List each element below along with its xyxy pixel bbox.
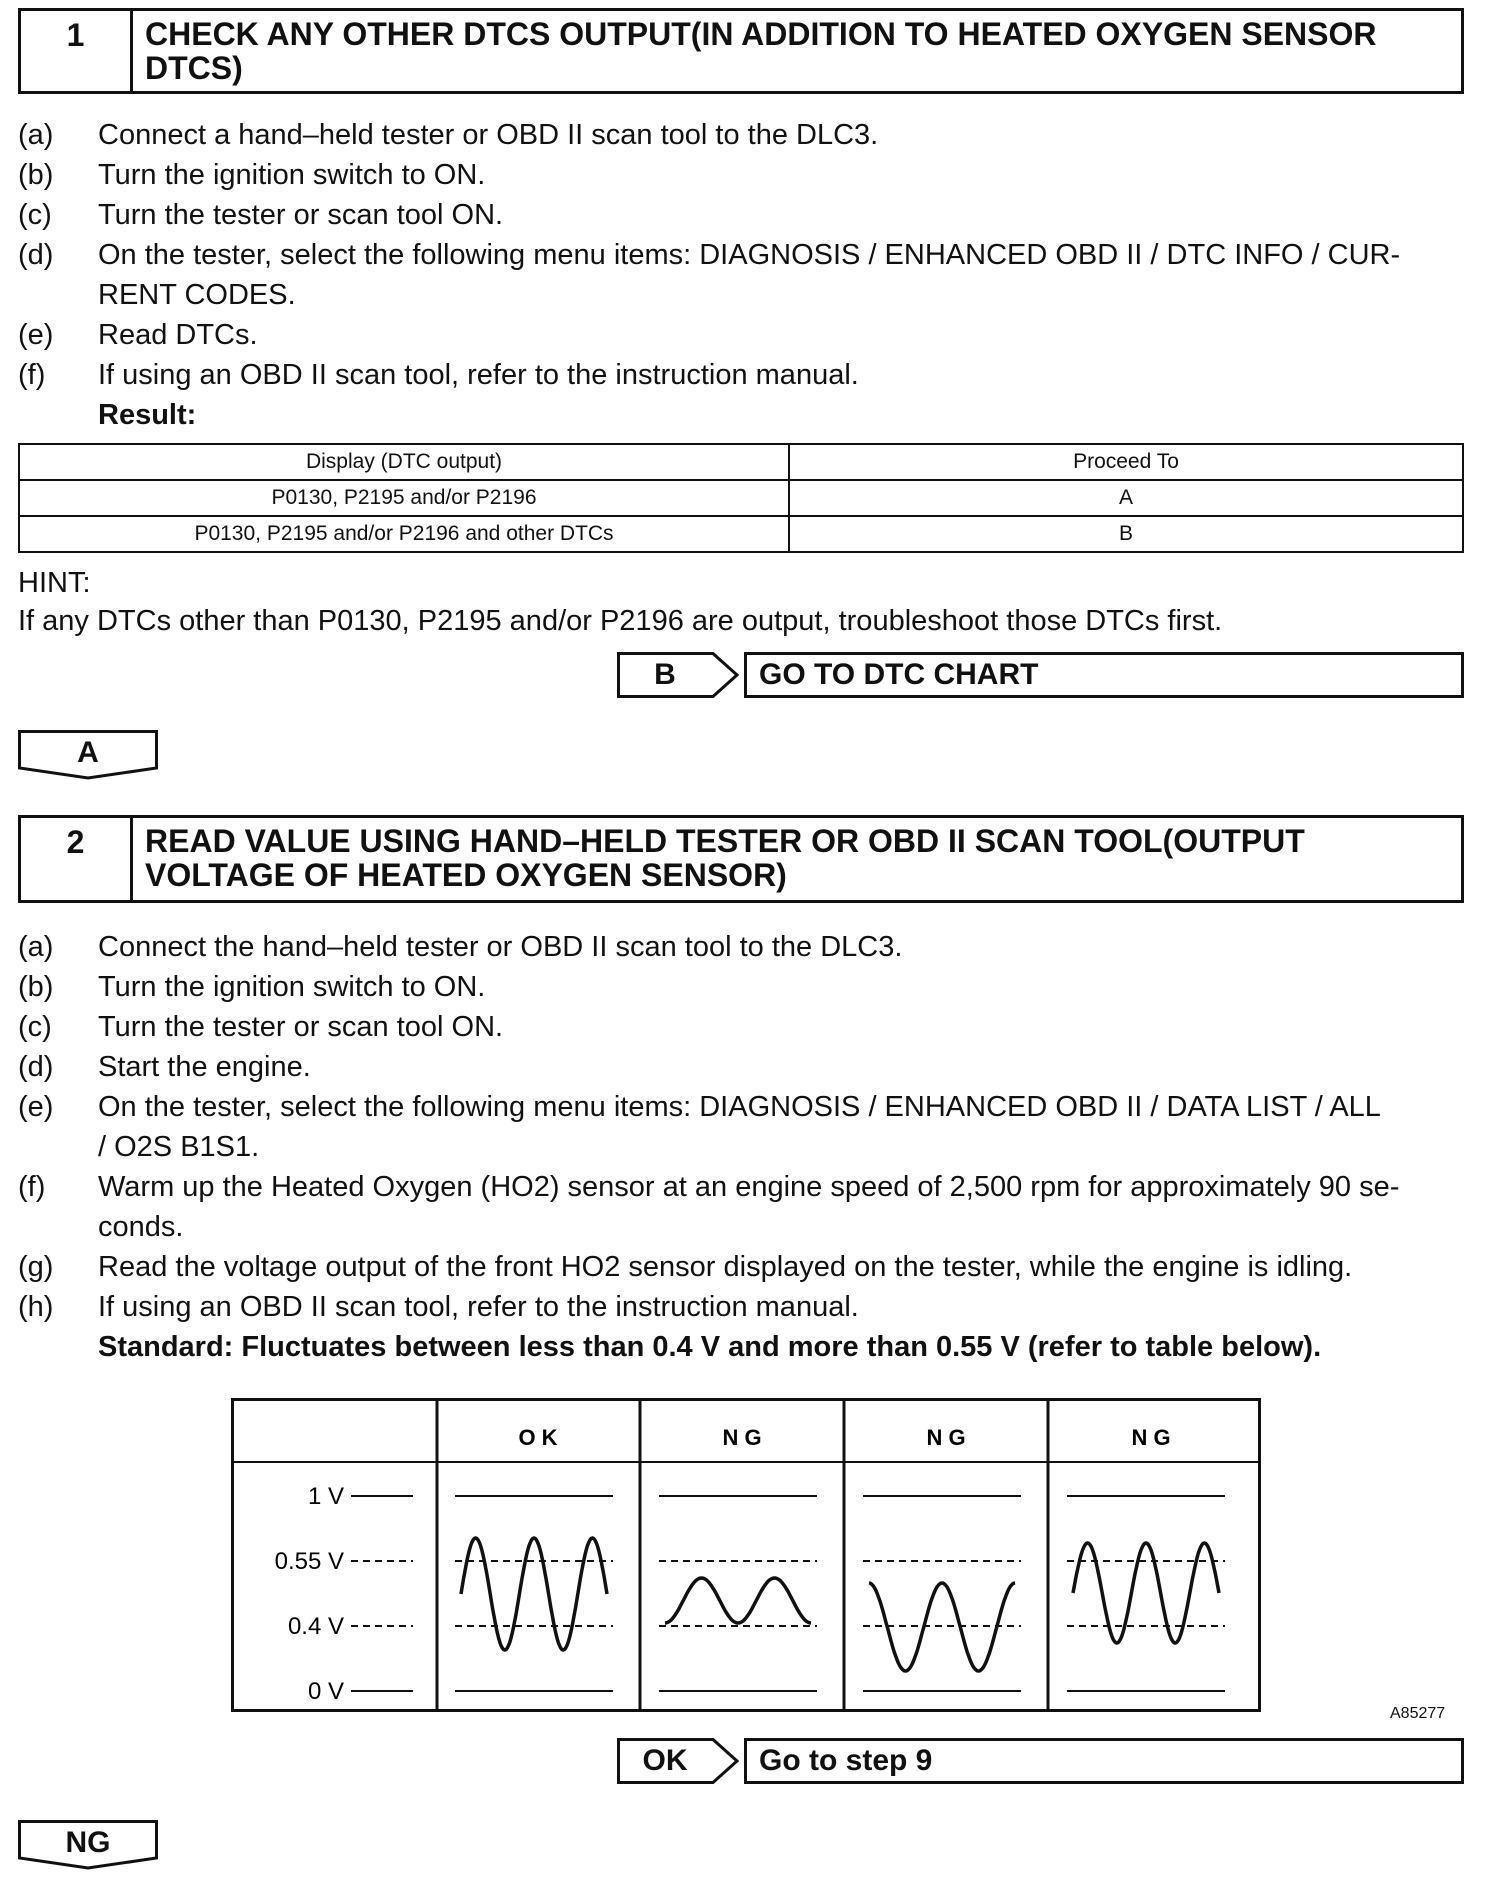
table-cell: P0130, P2195 and/or P2196 [19, 480, 789, 516]
procedure-item [18, 115, 1468, 155]
procedure-text: Read the voltage output of the front HO2 sensor displayed on the tester, while the engine is idling. [98, 1251, 1353, 1283]
procedure-item [18, 195, 1468, 235]
procedure-text: Connect a hand–held tester or OBD II scan tool to the DLC3. [98, 119, 879, 151]
procedure-letter [18, 1127, 98, 1167]
step-1-procedure [18, 115, 1468, 395]
procedure-item [18, 315, 1468, 355]
procedure-item [18, 275, 1468, 315]
procedure-text: Turn the tester or scan tool ON. [98, 199, 504, 231]
procedure-letter: (c) [18, 1011, 52, 1043]
procedure-letter: (a) [18, 931, 54, 963]
procedure-item [18, 355, 1468, 395]
hint-text: If any DTCs other than P0130, P2195 and/or P2196 are output, troubleshoot those DTCs first. [18, 605, 1223, 637]
figure-id: A85277 [1390, 1705, 1446, 1722]
column-label-ng: N G [926, 1425, 966, 1450]
procedure-text: If using an OBD II scan tool, refer to the instruction manual. [98, 359, 859, 391]
procedure-text: Start the engine. [98, 1051, 311, 1083]
voltage-label-055v: 0.55 V [274, 1548, 344, 1575]
standard-text: Standard: Fluctuates between less than 0.4 V and more than 0.55 V (refer to table below). [98, 1331, 1322, 1363]
result-label-row [18, 395, 1468, 435]
procedure-letter: (a) [18, 119, 54, 151]
procedure-item [18, 927, 1468, 967]
procedure-item [18, 1167, 1468, 1207]
voltage-label-0v: 0 V [307, 1678, 344, 1705]
table-header-row [19, 444, 1463, 480]
procedure-letter: (g) [18, 1251, 54, 1283]
branch-letter: B [654, 658, 676, 691]
column-label-ng: N G [722, 1425, 762, 1450]
voltage-waveform-figure [231, 1398, 1261, 1712]
procedure-text: / O2S B1S1. [98, 1131, 260, 1163]
procedure-letter: (c) [18, 199, 52, 231]
table-row [19, 516, 1463, 552]
procedure-text: Warm up the Heated Oxygen (HO2) sensor at an engine speed of 2,500 rpm for approximately 90 se- [98, 1171, 1400, 1203]
voltage-label-1v: 1 V [307, 1483, 344, 1510]
procedure-item [18, 1087, 1468, 1127]
branch-target-step-9[interactable]: Go to step 9 [744, 1738, 1464, 1784]
step-number: 2 [21, 818, 133, 900]
result-label: Result: [98, 399, 197, 431]
table-cell: B [789, 516, 1463, 552]
procedure-text: RENT CODES. [98, 279, 296, 311]
procedure-letter: (d) [18, 239, 54, 271]
procedure-text: If using an OBD II scan tool, refer to the instruction manual. [98, 1291, 859, 1323]
procedure-text: Turn the ignition switch to ON. [98, 159, 486, 191]
procedure-item [18, 1247, 1468, 1287]
branch-target-dtc-chart[interactable]: GO TO DTC CHART [744, 652, 1464, 698]
procedure-item [18, 1207, 1468, 1247]
procedure-item [18, 1287, 1468, 1327]
step-number: 1 [21, 11, 133, 91]
procedure-text: Turn the tester or scan tool ON. [98, 1011, 504, 1043]
procedure-letter: (h) [18, 1291, 54, 1323]
column-label-ok: O K [518, 1425, 558, 1450]
procedure-text: Connect the hand–held tester or OBD II scan tool to the DLC3. [98, 931, 903, 963]
branch-ok-button[interactable] [617, 1738, 739, 1784]
continue-label: A [77, 736, 99, 769]
result-table [18, 443, 1464, 553]
procedure-text: Turn the ignition switch to ON. [98, 971, 486, 1003]
procedure-letter: (b) [18, 159, 54, 191]
procedure-letter: (d) [18, 1051, 54, 1083]
procedure-text: On the tester, select the following menu items: DIAGNOSIS / ENHANCED OBD II / DTC INFO / CUR- [98, 239, 1401, 271]
continue-label: NG [65, 1826, 111, 1859]
procedure-letter: (b) [18, 971, 54, 1003]
step-2-procedure [18, 927, 1468, 1327]
continue-a-tab[interactable] [18, 730, 158, 780]
procedure-text: Read DTCs. [98, 319, 258, 351]
step-title: CHECK ANY OTHER DTCS OUTPUT(IN ADDITION TO HEATED OXYGEN SENSOR DTCS) [145, 16, 1377, 86]
table-row [19, 480, 1463, 516]
procedure-item [18, 155, 1468, 195]
column-label-ng: N G [1131, 1425, 1171, 1450]
procedure-item [18, 1007, 1468, 1047]
table-header: Display (DTC output) [19, 444, 789, 480]
voltage-label-04v: 0.4 V [287, 1613, 344, 1640]
procedure-text: conds. [98, 1211, 184, 1243]
procedure-item [18, 967, 1468, 1007]
continue-ng-tab[interactable] [18, 1820, 158, 1870]
procedure-letter [18, 1207, 98, 1247]
procedure-item [18, 1047, 1468, 1087]
procedure-text: On the tester, select the following menu items: DIAGNOSIS / ENHANCED OBD II / DATA LIST / ALL [98, 1091, 1381, 1123]
step-title: READ VALUE USING HAND–HELD TESTER OR OBD II SCAN TOOL(OUTPUT VOLTAGE OF HEATED OXYGEN SENSOR) [145, 823, 1305, 893]
procedure-item [18, 1127, 1468, 1167]
procedure-letter: (f) [18, 1171, 46, 1203]
procedure-item [18, 235, 1468, 275]
procedure-letter [18, 275, 98, 315]
table-header: Proceed To [789, 444, 1463, 480]
table-cell: P0130, P2195 and/or P2196 and other DTCs [19, 516, 789, 552]
procedure-letter: (f) [18, 359, 46, 391]
branch-b-button[interactable] [617, 652, 739, 698]
standard-row [18, 1327, 1468, 1367]
branch-arrow-icon [617, 652, 739, 698]
branch-letter: OK [642, 1744, 688, 1777]
table-cell: A [789, 480, 1463, 516]
procedure-letter: (e) [18, 319, 54, 351]
procedure-letter: (e) [18, 1091, 54, 1123]
hint-label: HINT: [18, 567, 91, 599]
step-2-header [18, 815, 1464, 903]
step-1-header [18, 8, 1464, 94]
